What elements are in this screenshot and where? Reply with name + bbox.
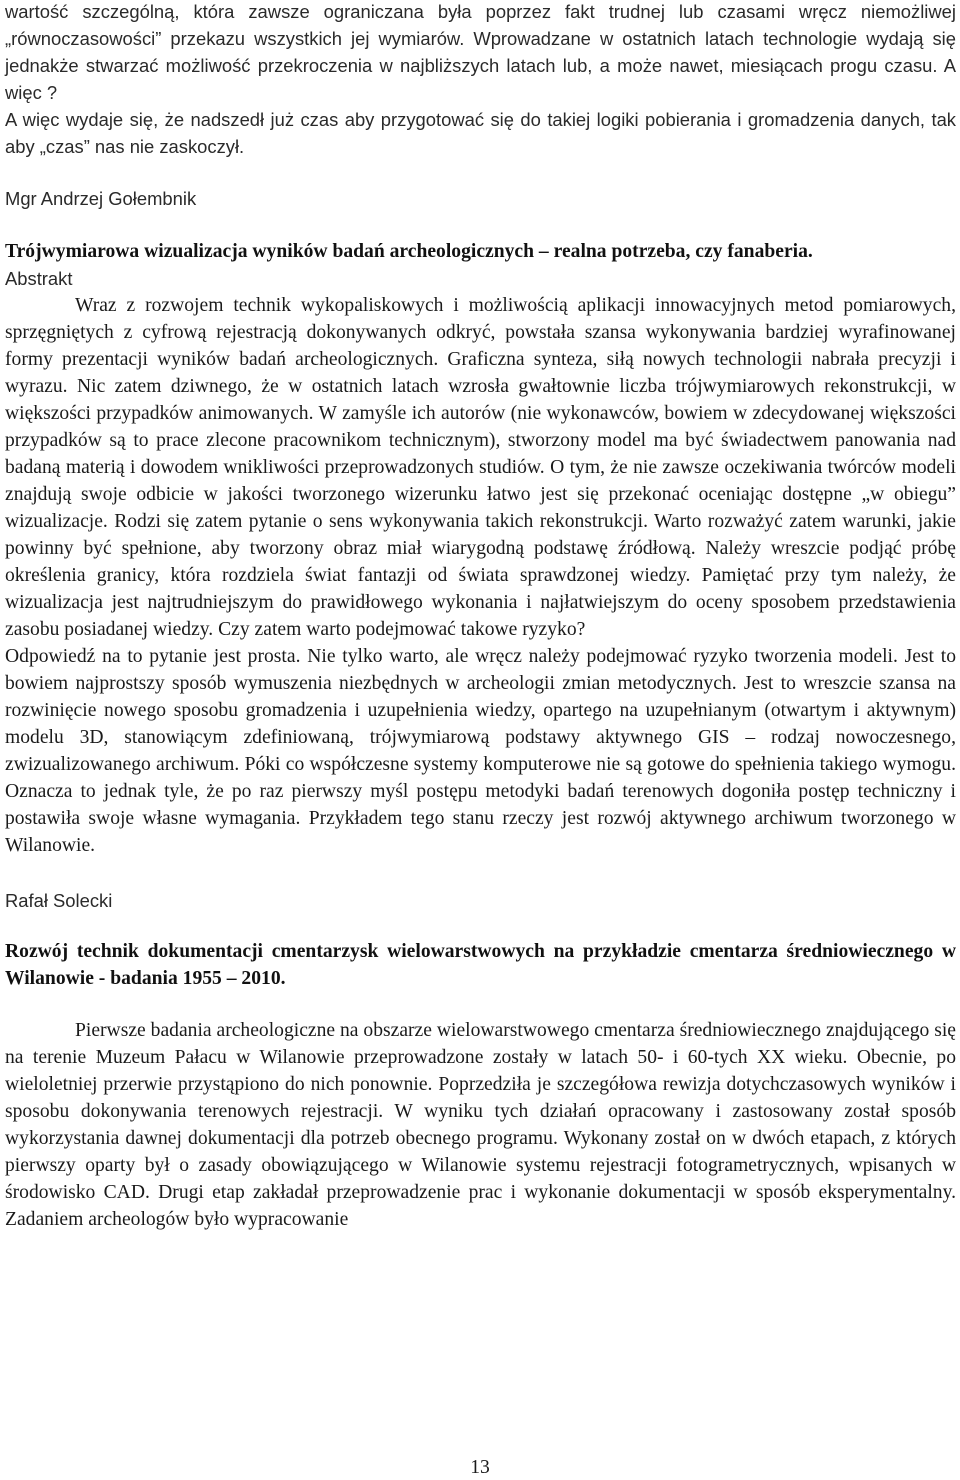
- author-name: Rafał Solecki: [5, 890, 113, 911]
- article-paragraph: Pierwsze badania archeologiczne na obszarze wielowarstwowego cmentarza średniowiecznego znajdującego się na terenie Muzeum Pałacu w Wilanowie przeprowadzone zostały w latach 50- i 60-tych XX wieku. Obecnie, po wieloletniej przerwie przystąpiono do nich ponownie. Poprzedziła je szczegółowa rewizja dotychczasowych wyników i sposobu dokonywania terenowych rejestracji. W wyniku tych działań opracowany i zastosowany został sposób wykorzystania dawnej dokumentacji dla potrzeb obecnego programu. Wykonany został on w dwóch etapach, z których pierwszy oparty był o zasady obowiązującego w Wilanowie systemu rejestracji fotogrametrycznych, wpisanych w środowisko CAD. Drugi etap zakładał przeprowadzenie prac i wykonanie dokumentacji w sposób eksperymentalny. Zadaniem archeologów było wypracowanie: [5, 1020, 956, 1230]
- abstract-label: Abstrakt: [5, 268, 73, 289]
- abstract-paragraph-answer: Odpowiedź na to pytanie jest prosta. Nie tylko warto, ale wręcz należy podejmować ryzyko tworzenia modeli. Jest to bowiem najprostszy sposób wymuszenia niezbędnych w archeologii zmian metodycznych. Jest to wreszcie szansa na rozwinięcie nowego sposobu gromadzenia i uzupełnienia wiedzy, opartego na uzupełnianym (otwartym i aktywnym) modelu 3D, stanowiącym zdefiniowaną, trójwymiarową podstawy aktywnego GIS – rodzaj nowoczesnego, zwizualizowanego archiwum. Póki co współczesne systemy komputerowe nie są gotowe do spełnienia takiego wymogu. Oznacza to jednak tyle, że po raz pierwszy myśl postępu metodyki badań terenowych dogoniła postęp techniczny i postawiła swoje własne wymagania. Przykładem tego stanu rzeczy jest rozwój aktywnego archiwum tworzonego w Wilanowie.: [5, 646, 956, 856]
- document-page: [5, 0, 956, 1233]
- author-name: Mgr Andrzej Gołembnik: [5, 188, 197, 209]
- intro-paragraph-conclusion: A więc wydaje się, że nadszedł już czas aby przygotować się do takiej logiki pobierania i gromadzenia danych, tak aby „czas” nas nie zaskoczył.: [5, 109, 956, 157]
- article-title: Rozwój technik dokumentacji cmentarzysk wielowarstwowych na przykładzie cmentarza średniowiecznego w Wilanowie - badania 1955 – 2010.: [5, 941, 956, 989]
- abstract-paragraph: Wraz z rozwojem technik wykopaliskowych i możliwością aplikacji innowacyjnych metod pomiarowych, sprzęgniętych z cyfrową rejestracją dokonywanych odkryć, powstała szansa wykonywania bardziej wyrafinowanej formy prezentacji wyników badań archeologicznych. Graficzna synteza, siłą nowych technologii nabrała precyzji i wyrazu. Nic zatem dziwnego, że w ostatnich latach wzrosła gwałtownie liczba trójwymiarowych rekonstrukcji, w większości przypadków animowanych. W zamyśle ich autorów (nie wykonawców, bowiem w zdecydowanej większości przypadków są to prace zlecone pracownikom technicznym), stworzony model ma być świadectwem panowania nad badaną materią i dowodem wnikliwości przeprowadzonych studiów. O tym, że nie zawsze oczekiwania twórców modeli znajdują swoje odbicie w jakości tworzonego wizerunku łatwo jest się przekonać oceniając dostępne „w obiegu” wizualizacje. Rodzi się zatem pytanie o sens wykonywania takich rekonstrukcji. Warto rozważyć zatem warunki, jakie powinny być spełnione, aby tworzony obraz miał wiarygodną podstawę źródłową. Należy wreszcie podjąć próbę określenia granicy, która rozdziela świat fantazji od świata sprawdzonej wiedzy. Pamiętać przy tym należy, że wizualizacja jest najtrudniejszym do prawidłowego wykonania i najłatwiejszym do oceny sposobem przedstawienia zasobu posiadanej wiedzy. Czy zatem warto podejmować takowe ryzyko?: [5, 295, 956, 640]
- article-golembnik: [5, 185, 956, 859]
- intro-paragraph: wartość szczególną, która zawsze ograniczana była poprzez fakt trudnej lub czasami wręcz niemożliwej „równoczasowości” przekazu wszystkich jej wymiarów. Wprowadzane w ostatnich latach technologie wydają się jednakże stwarzać możliwość przekroczenia w najbliższych latach lub, a może nawet, miesiącach progu czasu. A więc ?: [5, 1, 956, 103]
- page-number: 13: [470, 1457, 490, 1478]
- article-title: Trójwymiarowa wizualizacja wyników badań archeologicznych – realna potrzeba, czy fanaberia.: [5, 241, 813, 262]
- article-solecki: [5, 887, 956, 1233]
